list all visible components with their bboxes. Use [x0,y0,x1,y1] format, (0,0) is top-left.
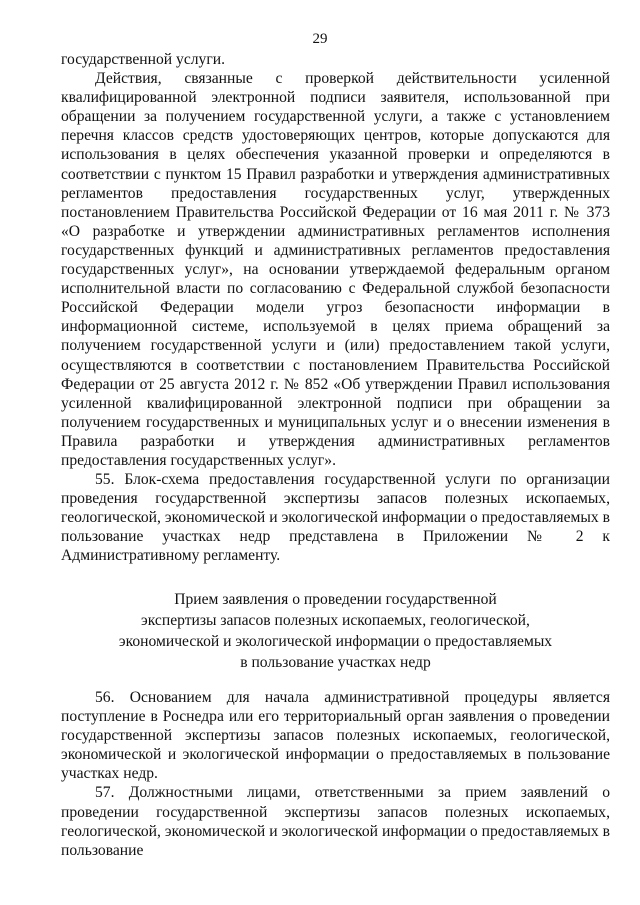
paragraph-signature-verification: Действия, связанные с проверкой действительности усиленной квалифицированной электронной подписи заявителя, использованной при обращении за получением государственной услуги, а также с установлением перечня классов средств удостоверяющих центров, которые допускаются для использования в целях обеспечения указанной проверки и определяются в соответствии с пунктом 15 Правил разработки и утверждения административных регламентов предоставления государственных услуг, утвержденных постановлением Правительства Российской Федерации от 16 мая 2011 г. № 373 «О разработке и утверждении административных регламентов исполнения государственных функций и административных регламентов предоставления государственных услуг», на основании утверждаемой федеральным органом исполнительной власти по согласованию с Федеральной службой безопасности Российской Федерации модели угроз безопасности информации в информационной системе, используемой в целях приема обращений за получением государственной услуги и (или) предоставлением такой услуги, осуществляются в соответствии с постановлением Правительства Российской Федерации от 25 августа 2012 г. № 852 «Об утверждении Правил использования усиленной квалифицированной электронной подписи при обращении за получением государственных и муниципальных услуг и о внесении изменения в Правила разработки и утверждения административных регламентов предоставления государственных услуг». [61,70,610,469]
paragraph-57: 57. Должностными лицами, ответственными за прием заявлений о проведении государственной экспертизы запасов полезных ископаемых, геологической, экономической и экологической информации о предоставляемых в пользование [61,784,610,859]
body-text-top [61,50,610,566]
heading-line: Прием заявления о проведении государственной [174,591,497,608]
paragraph-56: 56. Основанием для начала административной процедуры является поступление в Роснедра или его территориальный орган заявления о проведении государственной экспертизы запасов полезных ископаемых, геологической, экономической и экологической информации о предоставляемых в пользование участках недр. [61,689,610,783]
heading-line: экспертизы запасов полезных ископаемых, геологической, [141,612,530,629]
body-text-bottom [61,688,610,860]
section-heading [61,589,610,673]
page-number: 29 [312,31,328,47]
continuation-text: государственной услуги. [61,51,225,68]
heading-line: в пользование участках недр [240,654,431,671]
heading-line: экономической и экологической информации о предоставляемых [118,633,553,650]
paragraph-55: 55. Блок-схема предоставления государственной услуги по организации проведения государственной экспертизы запасов полезных ископаемых, геологической, экономической и экологической информации о предоставляемых в пользование участках недр представлена в Приложении № 2 к Административному регламенту. [61,471,610,565]
